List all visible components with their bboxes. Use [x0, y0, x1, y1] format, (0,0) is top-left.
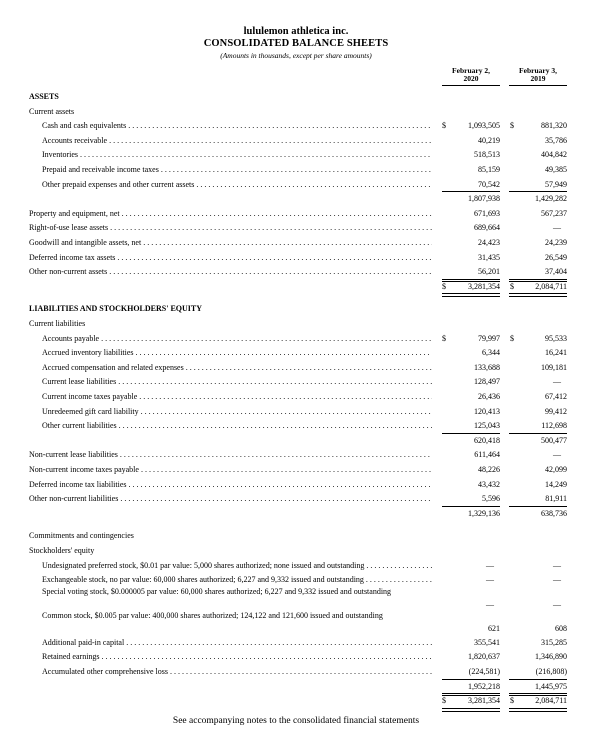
value-2019: 67,412 — [545, 392, 567, 401]
row-label: Property and equipment, net — [29, 208, 120, 218]
row-label: Prepaid and receivable income taxes — [42, 165, 159, 174]
table-row — [0, 179, 592, 191]
value-2020: 5,596 — [482, 494, 500, 504]
column-header-2019 — [509, 67, 567, 86]
double-underline-rule — [509, 708, 567, 712]
column-header-line: 2019 — [530, 74, 546, 83]
value-2019: 567,237 — [541, 208, 567, 218]
row-label: Right-of-use lease assets — [29, 223, 109, 233]
table-row — [0, 252, 592, 264]
table-row — [0, 318, 592, 330]
value-2020: 128,497 — [474, 377, 500, 387]
column-header-line: February 3, — [519, 66, 557, 75]
value-2020: 26,436 — [478, 392, 500, 401]
table-row — [0, 493, 592, 505]
row-label: Accounts payable — [42, 333, 100, 343]
value-2020: 70,542 — [478, 179, 500, 189]
table-row — [0, 586, 592, 609]
table-row — [0, 610, 592, 633]
value-2020: 24,423 — [478, 238, 500, 247]
table-row — [0, 362, 592, 374]
table-row — [0, 222, 592, 234]
value-2020: 6,344 — [482, 348, 500, 358]
currency-symbol: $ — [510, 281, 514, 291]
currency-symbol: $ — [510, 121, 514, 131]
table-row — [0, 347, 592, 359]
table-row — [0, 120, 592, 132]
row-label: Deferred income tax liabilities — [29, 479, 127, 489]
row-label: Cash and cash equivalents — [42, 121, 127, 131]
value-2020: 611,464 — [474, 450, 500, 460]
value-2020: — — [486, 575, 494, 585]
row-label: Special voting stock, $0.000005 par value: 60,000 shares authorized; 6,227 and 9,332 issued and outstanding — [42, 586, 392, 596]
row-label: Other non-current liabilities — [29, 494, 119, 504]
value-2019: 35,786 — [545, 135, 567, 145]
value-2020: — — [486, 560, 494, 570]
value-2019: 24,239 — [545, 238, 567, 247]
value-2019: 112,698 — [541, 421, 567, 431]
table-row — [0, 666, 592, 678]
table-row — [0, 560, 592, 572]
value-2020: 621 — [488, 623, 500, 633]
row-label: LIABILITIES AND STOCKHOLDERS' EQUITY — [29, 304, 203, 314]
table-row — [0, 149, 592, 161]
subtotal-row — [0, 508, 592, 520]
subtotal-row — [0, 435, 592, 447]
underline-rule — [442, 693, 500, 694]
value-2020: (224,581) — [468, 667, 500, 676]
underline-rule — [509, 679, 567, 680]
statement-title: CONSOLIDATED BALANCE SHEETS — [203, 38, 389, 49]
value-2019: 881,320 — [541, 121, 567, 131]
underline-rule — [509, 279, 567, 280]
value-2020: 1,952,218 — [468, 681, 500, 691]
row-label: Additional paid-in capital — [42, 637, 125, 647]
value-2019: 16,241 — [545, 348, 567, 358]
underline-rule — [509, 191, 567, 192]
table-row — [0, 106, 592, 118]
value-2019: 1,445,975 — [535, 681, 567, 691]
value-2019: 500,477 — [541, 435, 567, 445]
value-2019: 638,736 — [541, 508, 567, 518]
column-header-2020 — [442, 67, 500, 86]
row-label: Current lease liabilities — [42, 377, 117, 387]
value-2020: 85,159 — [478, 165, 500, 174]
total-top-rule — [509, 695, 567, 696]
table-row — [0, 391, 592, 403]
underline-rule — [442, 679, 500, 680]
value-2019: 315,285 — [541, 637, 567, 647]
value-2020: 518,513 — [474, 150, 500, 160]
currency-symbol: $ — [442, 333, 446, 343]
table-row — [0, 637, 592, 649]
row-label: Other non-current assets — [29, 267, 108, 277]
value-2019: (216,808) — [535, 667, 567, 676]
row-label: Current income taxes payable — [42, 392, 138, 401]
row-label: Undesignated preferred stock, $0.01 par value: 5,000 shares authorized; none issued and outstanding — [42, 560, 365, 570]
value-2020: 125,043 — [474, 421, 500, 431]
currency-symbol: $ — [510, 333, 514, 343]
value-2020: 1,329,136 — [468, 508, 500, 518]
row-label: Retained earnings — [42, 652, 100, 662]
value-2020: — — [486, 599, 494, 609]
underline-rule — [509, 433, 567, 434]
value-2020: 620,418 — [474, 435, 500, 445]
value-2020: 79,997 — [478, 333, 500, 343]
value-2019: 109,181 — [541, 362, 567, 372]
value-2020: 3,281,354 — [468, 696, 500, 706]
subtotal-row — [0, 695, 592, 707]
row-label: Non-current income taxes payable — [29, 465, 139, 474]
underline-rule — [442, 433, 500, 434]
row-label: Unredeemed gift card liability — [42, 406, 139, 416]
value-2020: 671,693 — [474, 208, 500, 218]
value-2020: 1,093,505 — [468, 121, 500, 131]
value-2020: 355,541 — [474, 637, 500, 647]
row-label: Non-current lease liabilities — [29, 450, 118, 460]
value-2019: — — [553, 560, 561, 570]
row-label: Common stock, $0.005 par value: 400,000 shares authorized; 124,122 and 121,600 issued and outstanding — [42, 610, 383, 620]
table-row — [0, 479, 592, 491]
value-2020: 56,201 — [478, 267, 500, 277]
value-2019: 2,084,711 — [535, 281, 567, 291]
value-2020: 31,435 — [478, 252, 500, 262]
value-2019: 14,249 — [545, 479, 567, 489]
row-label: Current liabilities — [29, 319, 86, 328]
subtotal-row — [0, 281, 592, 293]
value-2019: 49,385 — [545, 165, 567, 174]
value-2019: 99,412 — [545, 406, 567, 416]
value-2019: — — [553, 223, 561, 233]
table-row — [0, 420, 592, 432]
value-2019: 1,429,282 — [535, 194, 567, 204]
row-label: Accrued compensation and related expenses — [42, 362, 184, 372]
currency-symbol: $ — [510, 696, 514, 706]
underline-rule — [442, 506, 500, 507]
section-heading — [0, 91, 592, 103]
row-label: Commitments and contingencies — [29, 531, 134, 541]
value-2020: 43,432 — [478, 479, 500, 489]
value-2019: 57,949 — [545, 179, 567, 189]
row-label: Current assets — [29, 106, 75, 116]
value-2019: 26,549 — [545, 252, 567, 262]
section-heading — [0, 303, 592, 315]
currency-symbol: $ — [442, 696, 446, 706]
value-2020: 40,219 — [478, 135, 500, 145]
footnote: See accompanying notes to the consolidated financial statements — [172, 716, 420, 726]
table-row — [0, 208, 592, 220]
table-row — [0, 266, 592, 278]
row-label: Stockholders' equity — [29, 546, 95, 555]
row-label: Deferred income tax assets — [29, 252, 116, 262]
row-label: ASSETS — [29, 92, 59, 101]
underline-rule — [442, 191, 500, 192]
value-2019: 42,099 — [545, 465, 567, 474]
currency-symbol: $ — [442, 121, 446, 131]
value-2020: 133,688 — [474, 362, 500, 372]
row-label: Other current liabilities — [42, 421, 117, 431]
underline-rule — [509, 506, 567, 507]
column-header-line: 2020 — [463, 74, 479, 83]
total-top-rule — [442, 281, 500, 282]
total-top-rule — [509, 281, 567, 282]
value-2019: — — [553, 450, 561, 460]
subtotal-row — [0, 193, 592, 205]
value-2019: 2,084,711 — [535, 696, 567, 706]
table-row — [0, 135, 592, 147]
table-row — [0, 333, 592, 345]
value-2020: 120,413 — [474, 406, 500, 416]
table-row — [0, 574, 592, 586]
value-2020: 689,664 — [474, 223, 500, 233]
value-2019: 404,842 — [541, 150, 567, 160]
table-row — [0, 237, 592, 249]
underline-rule — [509, 693, 567, 694]
subtotal-row — [0, 681, 592, 693]
statement-subtitle: (Amounts in thousands, except per share amounts) — [220, 51, 372, 60]
table-row — [0, 376, 592, 388]
total-top-rule — [442, 695, 500, 696]
value-2019: 37,404 — [545, 267, 567, 277]
row-label: Accounts receivable — [42, 135, 108, 145]
value-2019: — — [553, 377, 561, 387]
table-row — [0, 545, 592, 557]
value-2020: 1,807,938 — [468, 194, 500, 204]
table-row — [0, 651, 592, 663]
table-row — [0, 530, 592, 542]
currency-symbol: $ — [442, 281, 446, 291]
row-label: Accumulated other comprehensive loss — [42, 667, 168, 676]
row-label: Goodwill and intangible assets, net — [29, 238, 142, 247]
row-label: Accrued inventory liabilities — [42, 348, 134, 358]
table-row — [0, 164, 592, 176]
value-2019: 81,911 — [545, 494, 567, 504]
value-2019: 1,346,890 — [535, 652, 567, 662]
column-header-line: February 2, — [452, 66, 490, 75]
underline-rule — [442, 279, 500, 280]
table-row — [0, 406, 592, 418]
double-underline-rule — [442, 708, 500, 712]
company-name: lululemon athletica inc. — [243, 26, 349, 37]
table-row — [0, 464, 592, 476]
value-2019: 95,533 — [545, 333, 567, 343]
row-label: Inventories — [42, 150, 78, 160]
row-label: Other prepaid expenses and other current assets — [42, 179, 195, 189]
value-2020: 1,820,637 — [468, 652, 500, 662]
table-row — [0, 449, 592, 461]
value-2019: — — [553, 599, 561, 609]
value-2020: 3,281,354 — [468, 281, 500, 291]
row-label: Exchangeable stock, no par value: 60,000 shares authorized; 6,227 and 9,332 issued and outstanding — [42, 575, 364, 585]
value-2019: 608 — [555, 623, 567, 633]
value-2020: 48,226 — [478, 465, 500, 474]
value-2019: — — [553, 575, 561, 585]
